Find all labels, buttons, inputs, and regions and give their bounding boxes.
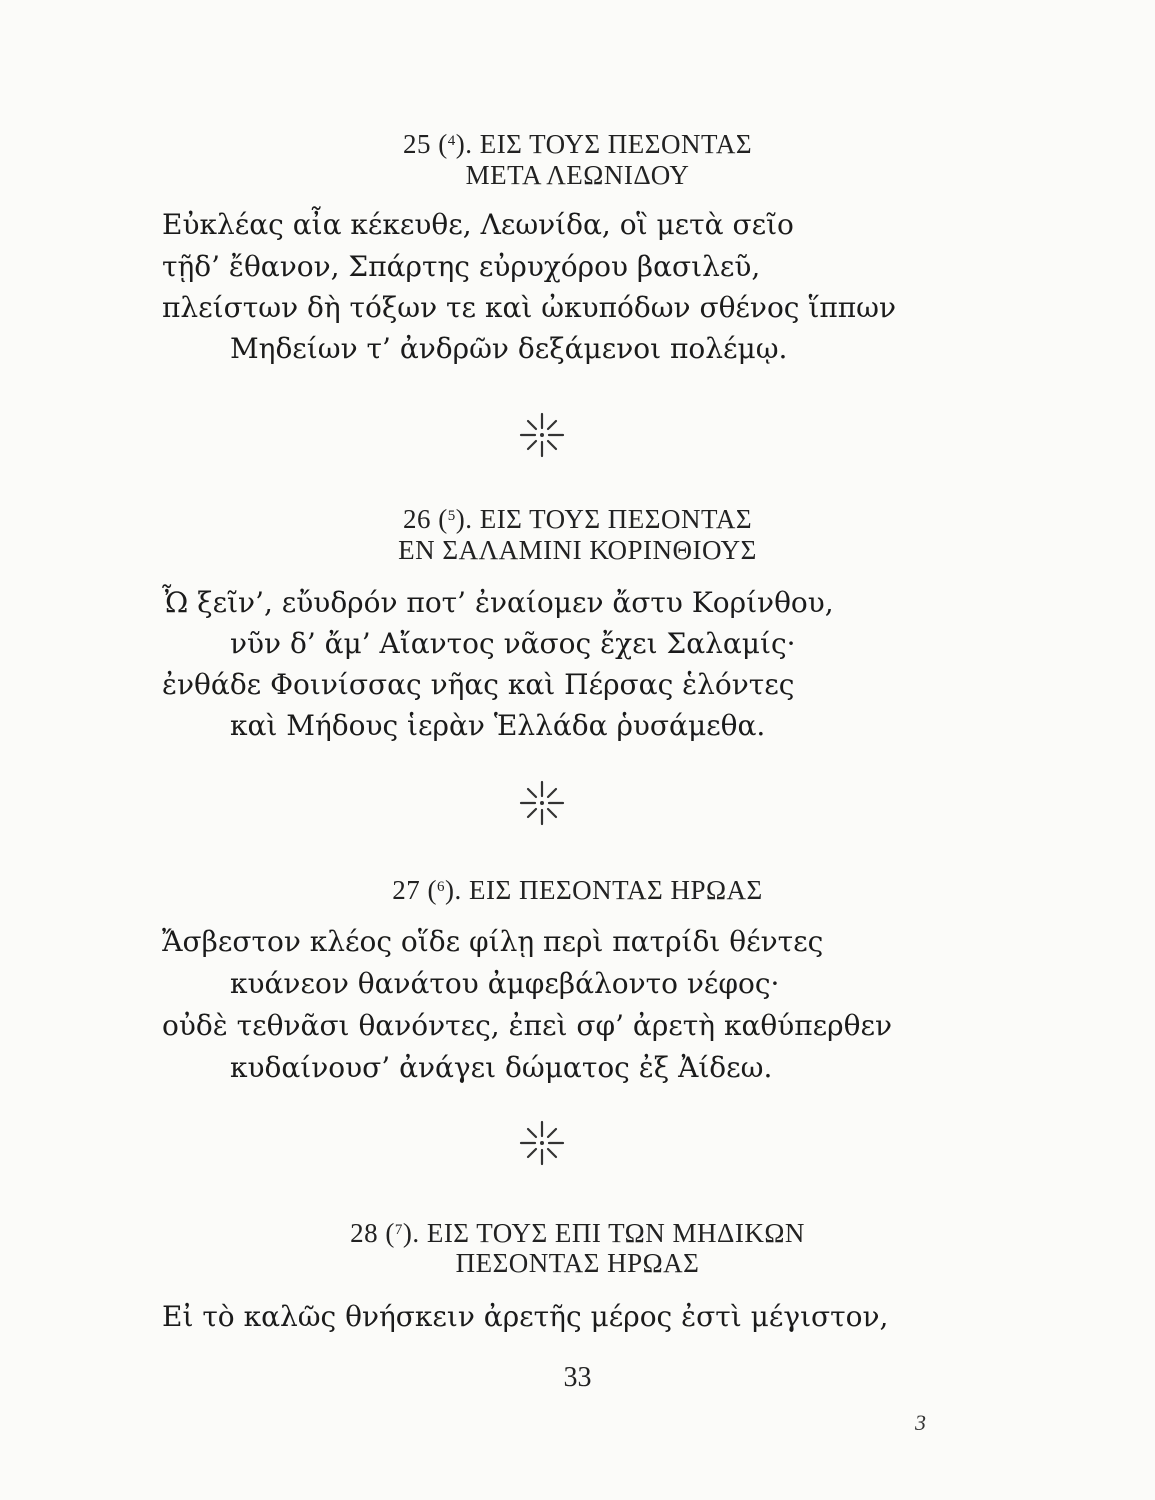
epigram-27-heading: 27 ($^6$). ΕΙΣ ΠΕΣΟΝΤΑΣ ΗΡΩΑΣ xyxy=(392,875,763,905)
epigram-25-heading-line2: ΜΕΤΑ ΛΕΩΝΙΔΟΥ xyxy=(465,160,690,190)
epigram-title-line1: ΕΙΣ ΠΕΣΟΝΤΑΣ ΗΡΩΑΣ xyxy=(469,875,763,905)
epigram-number: 26 xyxy=(402,504,431,534)
epigram-number: 25 xyxy=(402,129,431,159)
epigram-ref: 6 xyxy=(437,879,445,895)
star-ornament-icon xyxy=(517,778,567,828)
star-ornament-icon xyxy=(517,1118,567,1168)
corner-mark: 3 xyxy=(915,1410,926,1435)
verse-line: τῇδ’ ἔθανον, Σπάρτης εὐρυχόρου βασιλεῦ, xyxy=(162,250,761,283)
star-ornament-icon xyxy=(517,410,567,460)
epigram-28-heading: 28 ($^7$). ΕΙΣ ΤΟΥΣ ΕΠΙ ΤΩΝ ΜΗΔΙΚΩΝ xyxy=(350,1218,805,1248)
epigram-26-heading: 26 ($^5$). ΕΙΣ ΤΟΥΣ ΠΕΣΟΝΤΑΣ xyxy=(402,504,753,534)
epigram-ref: 7 xyxy=(394,1222,403,1238)
verse-line: ἐνθάδε Φοινίσσας νῆας καὶ Πέρσας ἑλόντες xyxy=(162,668,795,701)
verse-line: Ἄσβεστον κλέος οἵδε φίλῃ περὶ πατρίδι θέντες xyxy=(162,925,824,958)
verse-line: Ὦ ξεῖν’, εὔυδρόν ποτ’ ἐναίομεν ἄστυ Κορίνθου, xyxy=(162,586,834,619)
epigram-title-line1: ΕΙΣ ΤΟΥΣ ΠΕΣΟΝΤΑΣ xyxy=(479,129,753,159)
verse-line: κυάνεον θανάτου ἀμφεβάλοντο νέφος· xyxy=(230,967,780,1000)
epigram-28-heading-line2: ΠΕΣΟΝΤΑΣ ΗΡΩΑΣ xyxy=(455,1248,700,1278)
epigram-title-line1: ΕΙΣ ΤΟΥΣ ΕΠΙ ΤΩΝ ΜΗΔΙΚΩΝ xyxy=(426,1218,805,1248)
verse-line: καὶ Μήδους ἱερὰν Ἑλλάδα ῥυσάμεθα. xyxy=(230,709,766,742)
epigram-title-line1: ΕΙΣ ΤΟΥΣ ΠΕΣΟΝΤΑΣ xyxy=(479,504,753,534)
verse-line: Εἰ τὸ καλῶς θνήσκειν ἀρετῆς μέρος ἐστὶ μέγιστον, xyxy=(162,1300,889,1333)
epigram-ref: 5 xyxy=(447,508,456,524)
verse-line: πλείστων δὴ τόξων τε καὶ ὠκυπόδων σθένος ἵππων xyxy=(162,291,897,324)
page-number: 33 xyxy=(563,1362,592,1393)
epigram-ref: 4 xyxy=(447,133,456,149)
verse-line: οὐδὲ τεθνᾶσι θανόντες, ἐπεὶ σφ’ ἀρετὴ καθύπερθεν xyxy=(162,1009,892,1042)
epigram-number: 28 xyxy=(350,1218,379,1248)
epigram-number: 27 xyxy=(392,875,421,905)
verse-line: Μηδείων τ’ ἀνδρῶν δεξάμενοι πολέμῳ. xyxy=(230,332,788,365)
verse-line: νῦν δ’ ἄμ’ Αἴαντος νᾶσος ἔχει Σαλαμίς· xyxy=(230,627,796,660)
epigram-26-heading-line2: ΕΝ ΣΑΛΑΜΙΝΙ ΚΟΡΙΝΘΙΟΥΣ xyxy=(398,535,757,565)
verse-line: κυδαίνουσ’ ἀνάγει δώματος ἐξ Ἀίδεω. xyxy=(230,1051,773,1084)
verse-line: Εὐκλέας αἶα κέκευθε, Λεωνίδα, οἳ μετὰ σεῖο xyxy=(162,208,794,241)
epigram-25-heading: 25 ($^4$). ΕΙΣ ΤΟΥΣ ΠΕΣΟΝΤΑΣ xyxy=(402,129,753,159)
